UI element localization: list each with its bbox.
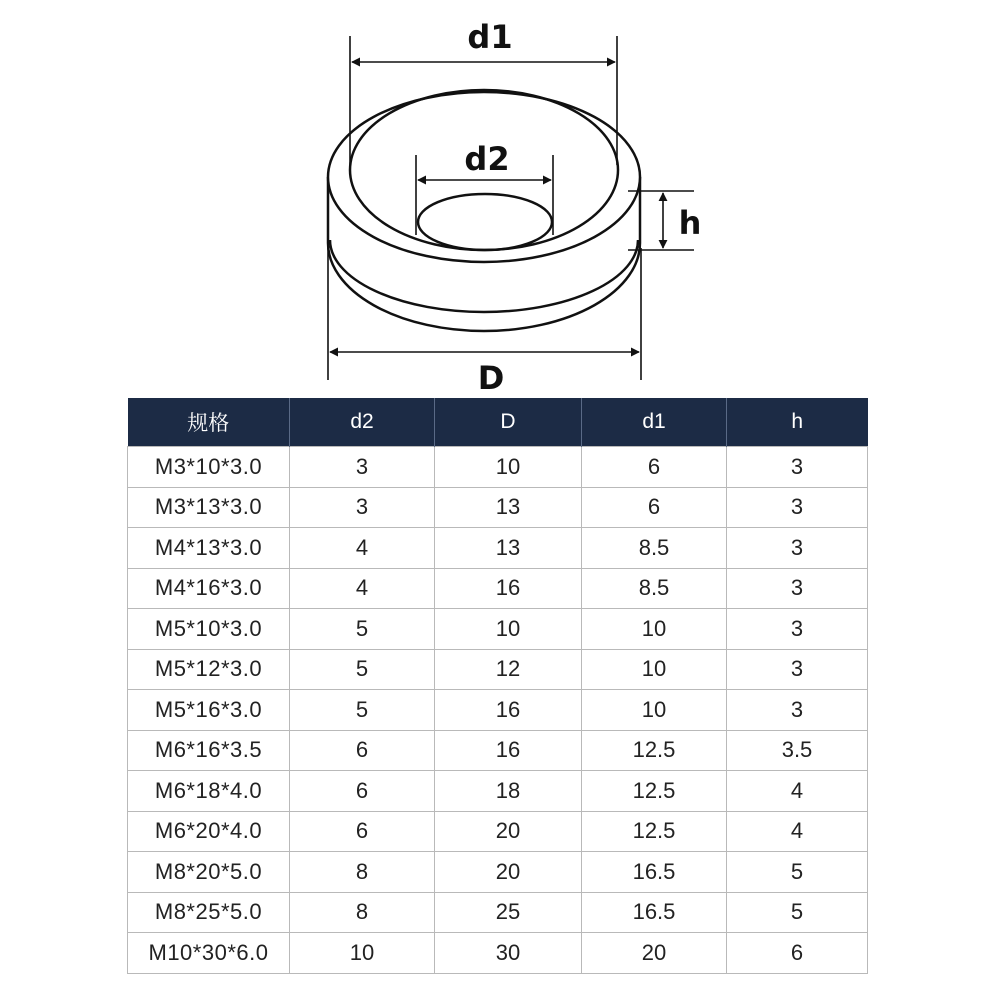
cell-d1: 10 [582, 609, 727, 650]
table-row [128, 852, 868, 893]
table-row [128, 528, 868, 569]
cell-spec: M3*10*3.0 [128, 447, 290, 488]
cell-spec: M4*13*3.0 [128, 528, 290, 569]
label-d2: d2 [464, 140, 510, 178]
cell-d1: 8.5 [582, 568, 727, 609]
cell-spec: M5*12*3.0 [128, 649, 290, 690]
cell-d2: 8 [290, 892, 435, 933]
cell-spec: M6*18*4.0 [128, 771, 290, 812]
table-row [128, 892, 868, 933]
label-d1: d1 [467, 18, 513, 56]
cell-D: 16 [435, 730, 582, 771]
cell-h: 3.5 [727, 730, 868, 771]
cell-D: 30 [435, 933, 582, 974]
washer-outline [328, 90, 640, 331]
cell-D: 20 [435, 811, 582, 852]
cell-spec: M8*25*5.0 [128, 892, 290, 933]
cell-D: 25 [435, 892, 582, 933]
table-header-row [128, 398, 868, 447]
cell-d1: 12.5 [582, 771, 727, 812]
table-row [128, 649, 868, 690]
header-spec: 规格 [128, 398, 290, 447]
cell-d2: 4 [290, 568, 435, 609]
header-D: D [435, 398, 582, 447]
cell-d2: 5 [290, 609, 435, 650]
table-row [128, 487, 868, 528]
cell-D: 13 [435, 528, 582, 569]
cell-spec: M3*13*3.0 [128, 487, 290, 528]
cell-h: 3 [727, 609, 868, 650]
cell-d1: 8.5 [582, 528, 727, 569]
table-row [128, 568, 868, 609]
cell-d1: 6 [582, 447, 727, 488]
cell-D: 16 [435, 568, 582, 609]
spec-table [127, 398, 868, 974]
header-d2: d2 [290, 398, 435, 447]
cell-d1: 16.5 [582, 892, 727, 933]
cell-d2: 5 [290, 649, 435, 690]
cell-h: 5 [727, 852, 868, 893]
cell-spec: M5*16*3.0 [128, 690, 290, 731]
cell-d1: 20 [582, 933, 727, 974]
header-h: h [727, 398, 868, 447]
table-row [128, 690, 868, 731]
cell-D: 20 [435, 852, 582, 893]
cell-d2: 3 [290, 487, 435, 528]
cell-d2: 8 [290, 852, 435, 893]
cell-d2: 10 [290, 933, 435, 974]
cell-D: 18 [435, 771, 582, 812]
cell-d2: 5 [290, 690, 435, 731]
table-row [128, 447, 868, 488]
cell-spec: M6*20*4.0 [128, 811, 290, 852]
cell-h: 4 [727, 811, 868, 852]
cell-spec: M5*10*3.0 [128, 609, 290, 650]
cell-d2: 6 [290, 730, 435, 771]
label-h: h [678, 204, 702, 242]
cell-h: 3 [727, 447, 868, 488]
cell-spec: M4*16*3.0 [128, 568, 290, 609]
table-row [128, 609, 868, 650]
washer-diagram [0, 0, 1000, 395]
table-row [128, 811, 868, 852]
cell-d1: 12.5 [582, 730, 727, 771]
table-body [128, 447, 868, 974]
cell-h: 6 [727, 933, 868, 974]
cell-h: 3 [727, 649, 868, 690]
cell-d1: 10 [582, 649, 727, 690]
cell-h: 3 [727, 568, 868, 609]
cell-d1: 16.5 [582, 852, 727, 893]
cell-d1: 6 [582, 487, 727, 528]
cell-h: 3 [727, 487, 868, 528]
table-row [128, 771, 868, 812]
cell-h: 3 [727, 690, 868, 731]
label-D: D [477, 359, 505, 395]
cell-h: 4 [727, 771, 868, 812]
cell-d2: 3 [290, 447, 435, 488]
cell-h: 3 [727, 528, 868, 569]
cell-h: 5 [727, 892, 868, 933]
cell-spec: M6*16*3.5 [128, 730, 290, 771]
table-row [128, 730, 868, 771]
cell-D: 12 [435, 649, 582, 690]
cell-d2: 6 [290, 811, 435, 852]
cell-D: 16 [435, 690, 582, 731]
cell-D: 10 [435, 447, 582, 488]
cell-D: 13 [435, 487, 582, 528]
cell-d2: 4 [290, 528, 435, 569]
header-d1: d1 [582, 398, 727, 447]
table-row [128, 933, 868, 974]
cell-d2: 6 [290, 771, 435, 812]
cell-d1: 12.5 [582, 811, 727, 852]
cell-spec: M8*20*5.0 [128, 852, 290, 893]
cell-d1: 10 [582, 690, 727, 731]
cell-spec: M10*30*6.0 [128, 933, 290, 974]
cell-D: 10 [435, 609, 582, 650]
